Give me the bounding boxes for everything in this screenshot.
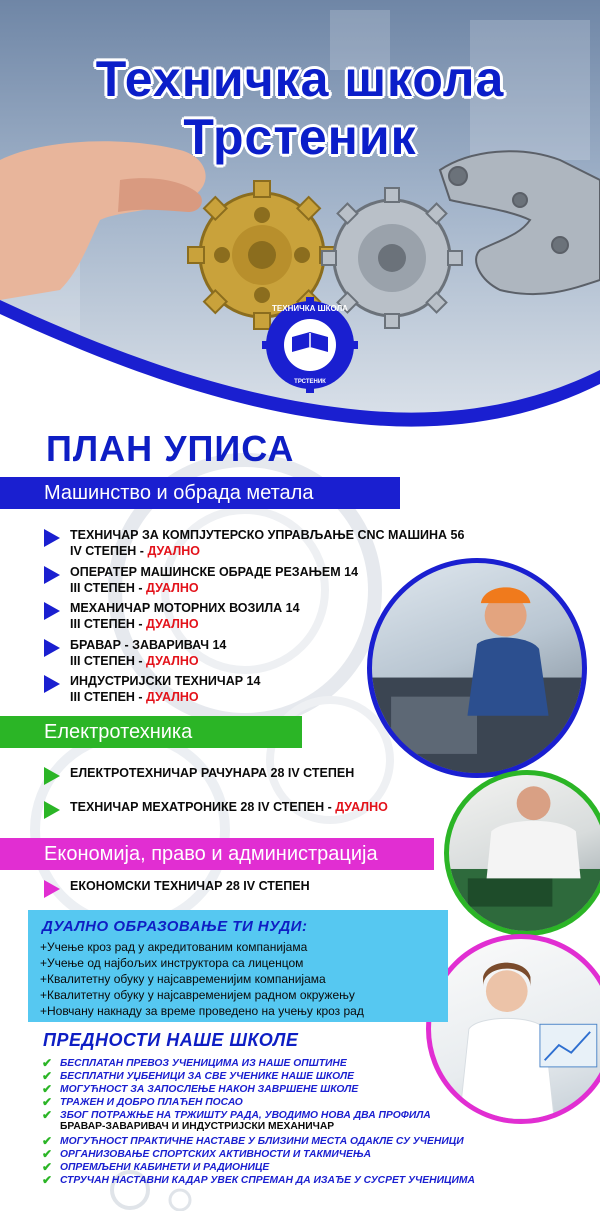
check-icon: ✔ [42,1173,53,1187]
triangle-icon [44,639,60,657]
advantage-item [42,1095,243,1109]
check-icon: ✔ [42,1134,53,1148]
check-icon: ✔ [42,1056,53,1070]
dual-label: ДУАЛНО [147,544,201,558]
dual-benefit: +Квалитетну обуку у најсавременијем радном окружењу [40,988,355,1002]
item-line1: ИНДУСТРИЈСКИ ТЕХНИЧАР 14 [70,674,261,688]
advantage-text: БРАВАР-ЗАВАРИВАЧ И ИНДУСТРИЈСКИ МЕХАНИЧАР [60,1121,335,1132]
hero-banner [0,0,600,470]
school-logo [262,297,358,393]
check-icon: ✔ [42,1069,53,1083]
advantage-text: ОРГАНИЗОВАЊЕ СПОРТСКИХ АКТИВНОСТИ И ТАКМИЧЕЊА [60,1148,372,1160]
category-mechanical [0,477,400,509]
item-line2: III СТЕПЕН - [70,690,147,704]
list-item [44,799,388,819]
item-line2: III СТЕПЕН - [70,654,147,668]
check-icon: ✔ [42,1108,53,1122]
category-economy [0,838,434,870]
list-item [44,527,464,559]
category-electrical-label: Електротехника [44,720,193,743]
advantage-item [42,1173,475,1187]
logo-ring-text-top: ТЕХНИЧКА ШКОЛА [272,304,348,313]
dual-benefit: +Квалитетну обуку у најсавременијим компанијама [40,972,326,986]
dual-label: ДУАЛНО [335,800,388,814]
list-item [44,673,260,705]
category-economy-label: Економија, право и администрација [44,842,378,865]
triangle-icon [44,801,60,819]
advantage-text: ТРАЖЕН И ДОБРО ПЛАЋЕН ПОСАО [60,1096,243,1108]
advantage-item [42,1056,347,1070]
advantage-item [42,1160,269,1174]
advantage-item [42,1134,464,1148]
triangle-icon [44,602,60,620]
item-text: ЕКОНОМСКИ ТЕХНИЧАР 28 IV СТЕПЕН [70,879,310,893]
check-icon: ✔ [42,1082,53,1096]
triangle-icon [44,675,60,693]
dual-label: ДУАЛНО [146,581,199,595]
dual-benefit: +Учење кроз рад у акредитованим компанијама [40,940,308,954]
list-item [44,600,300,632]
advantage-item [42,1069,354,1083]
list-item [44,564,358,596]
list-item [44,637,226,669]
photo-machinist [367,558,587,778]
logo-ring-text-bottom: ТРСТЕНИК [294,379,326,385]
triangle-icon [44,529,60,547]
item-line1: БРАВАР - ЗАВАРИВАЧ 14 [70,638,227,652]
item-line1: ОПЕРАТЕР МАШИНСКЕ ОБРАДЕ РЕЗАЊЕМ 14 [70,565,359,579]
advantage-text: СТРУЧАН НАСТАВНИ КАДАР УВЕК СПРЕМАН ДА ИЗАЂЕ У СУСРЕТ УЧЕНИЦИМА [60,1174,475,1186]
check-icon: ✔ [42,1147,53,1161]
list-item [44,878,310,898]
item-line2: III СТЕПЕН - [70,617,147,631]
item-line1: ТЕХНИЧАР ЗА КОМПЈУТЕРСКО УПРАВЉАЊЕ CNC МАШИНА 56 [70,528,465,542]
advantage-item-continued [60,1121,334,1132]
advantage-text: МОГУЋНОСТ ПРАКТИЧНЕ НАСТАВЕ У БЛИЗИНИ МЕСТА ОДАКЛЕ СУ УЧЕНИЦИ [60,1135,464,1147]
check-icon: ✔ [42,1160,53,1174]
triangle-icon [44,767,60,785]
enrollment-plan-title: ПЛАН УПИСА [46,428,295,469]
triangle-icon [44,880,60,898]
item-text: ТЕХНИЧАР МЕХАТРОНИКЕ 28 IV СТЕПЕН - [70,800,336,814]
check-icon: ✔ [42,1095,53,1109]
item-line2: III СТЕПЕН - [70,581,147,595]
advantage-text: БЕСПЛАТАН ПРЕВОЗ УЧЕНИЦИМА ИЗ НАШЕ ОПШТИНЕ [60,1057,347,1069]
advantage-item [42,1147,371,1161]
photo-electronics-technician [444,770,600,936]
item-text: ЕЛЕКТРОТЕХНИЧАР РАЧУНАРА 28 IV СТЕПЕН [70,766,355,780]
advantage-text: ОПРЕМЉЕНИ КАБИНЕТИ И РАДИОНИЦЕ [60,1161,270,1173]
advantages-title: ПРЕДНОСТИ НАШЕ ШКОЛЕ [43,1030,299,1050]
advantage-item [42,1082,358,1096]
category-electrical [0,716,302,748]
list-item [44,765,354,785]
advantage-item [42,1108,431,1122]
item-line1: МЕХАНИЧАР МОТОРНИХ ВОЗИЛА 14 [70,601,300,615]
category-mechanical-label: Машинство и обрада метала [44,481,314,504]
advantage-text: ЗБОГ ПОТРАЖЊЕ НА ТРЖИШТУ РАДА, УВОДИМО НОВА ДВА ПРОФИЛА [60,1109,431,1121]
dual-label: ДУАЛНО [146,690,199,704]
dual-benefit: +Учење од најбољих инструктора са лиценцом [40,956,304,970]
photo-business-woman [426,934,600,1124]
advantage-text: БЕСПЛАТНИ УЏБЕНИЦИ ЗА СВЕ УЧЕНИКЕ НАШЕ ШКОЛЕ [60,1070,354,1082]
dual-label: ДУАЛНО [146,617,199,631]
triangle-icon [44,566,60,584]
school-title-line2: Трстеник [183,109,417,165]
dual-education-title: ДУАЛНО ОБРАЗОВАЊЕ ТИ НУДИ: [42,918,308,935]
school-title-line1: Техничка школа [95,51,505,107]
dual-label: ДУАЛНО [146,654,199,668]
robot-hand-illustration [440,151,600,294]
dual-benefit: +Новчану накнаду за време проведено на учењу кроз рад [40,1004,364,1018]
item-line2: IV СТЕПЕН - [70,544,148,558]
advantage-text: МОГУЋНОСТ ЗА ЗАПОСЛЕЊЕ НАКОН ЗАВРШЕНЕ ШКОЛЕ [60,1083,359,1095]
